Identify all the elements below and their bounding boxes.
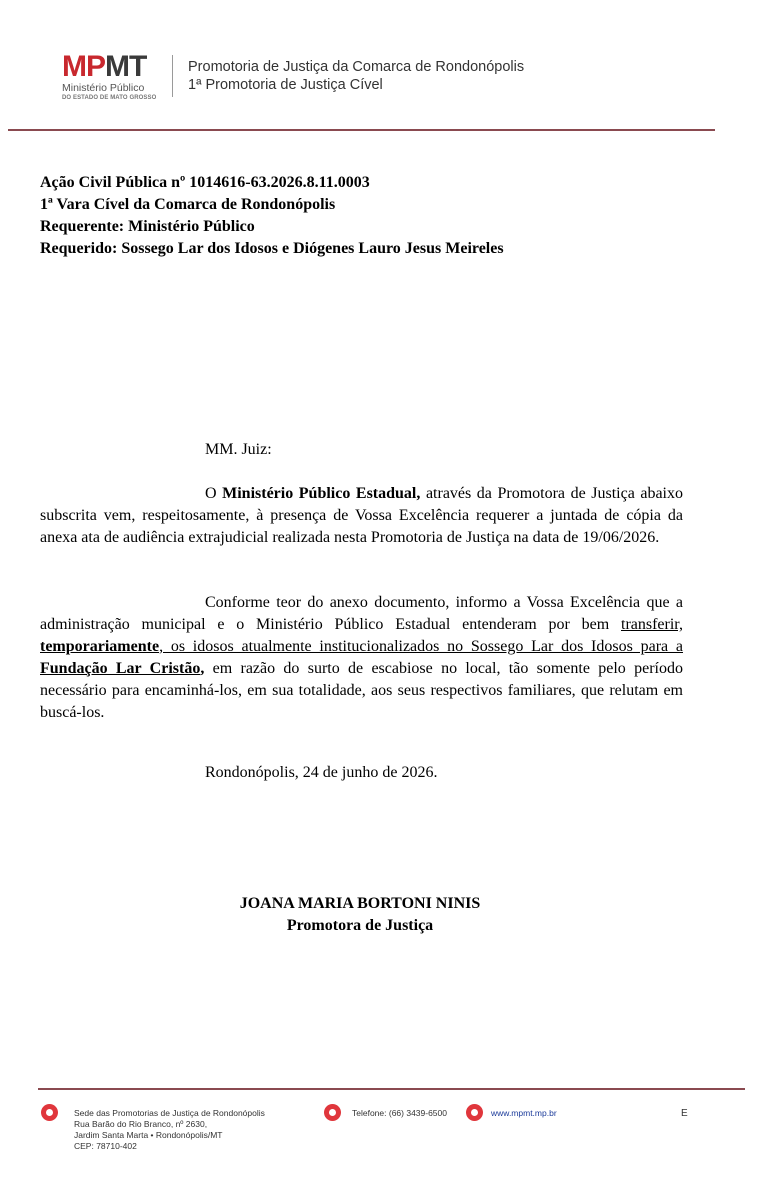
header-office	[188, 58, 524, 94]
paragraph-2: Conforme teor do anexo documento, informo a Vossa Excelência que a administração municipal e o Ministério Público Estadual entenderam por bem transferir, temporariamente, os idosos atualmente institucionalizados no Sossego Lar dos Idosos para a Fundação Lar Cristão, em razão do surto de escabiose no local, tão somente pelo período necessário para encaminhá-los, em sua totalidade, aos seus respectivos familiares, que relutam em buscá-los.	[40, 594, 683, 721]
footer-mark: E	[681, 1108, 688, 1119]
document-date: Rondonópolis, 24 de junho de 2026.	[205, 764, 438, 781]
footer-address: Sede das Promotorias de Justiça de Rondonópolis Rua Barão do Rio Branco, nº 2630, Jardim Santa Marta • Rondonópolis/MT CEP: 78710-402	[74, 1108, 265, 1151]
globe-icon	[466, 1104, 483, 1121]
phone-icon	[324, 1104, 341, 1121]
logo-subtitle-small: DO ESTADO DE MATO GROSSO	[62, 95, 157, 101]
office-unit: 1ª Promotoria de Justiça Cível	[188, 77, 383, 93]
defendant: Requerido: Sossego Lar dos Idosos e Diógenes Lauro Jesus Meireles	[40, 240, 504, 257]
signatory-title: Promotora de Justiça	[286, 917, 434, 934]
salutation: MM. Juiz:	[205, 441, 272, 458]
logo-wordmark: MPMT	[62, 50, 147, 83]
case-number: Ação Civil Pública nº 1014616-63.2026.8.11.0003	[40, 174, 370, 191]
office-name: Promotoria de Justiça da Comarca de Rondonópolis	[188, 59, 525, 75]
mpmt-logo	[62, 52, 162, 102]
footer-phone: Telefone: (66) 3439-6500	[352, 1108, 447, 1118]
signatory-name: JOANA MARIA BORTONI NINIS	[239, 895, 481, 912]
footer-website-link[interactable]: www.mpmt.mp.br	[491, 1108, 557, 1118]
logo-subtitle: Ministério Público	[62, 82, 145, 94]
footer-rule	[38, 1088, 745, 1090]
court: 1ª Vara Cível da Comarca de Rondonópolis	[40, 196, 336, 213]
header-rule	[8, 129, 715, 131]
header-divider	[172, 55, 173, 97]
paragraph-1: O Ministério Público Estadual, através da Promotora de Justiça abaixo subscrita vem, respeitosamente, à presença de Vossa Excelência requerer a juntada de cópia da anexa ata de audiência extrajudicial realizada nesta Promotoria de Justiça na data de 19/06/2026.	[40, 485, 683, 546]
location-pin-icon	[41, 1104, 58, 1121]
case-block	[40, 172, 504, 260]
plaintiff: Requerente: Ministério Público	[40, 218, 255, 235]
